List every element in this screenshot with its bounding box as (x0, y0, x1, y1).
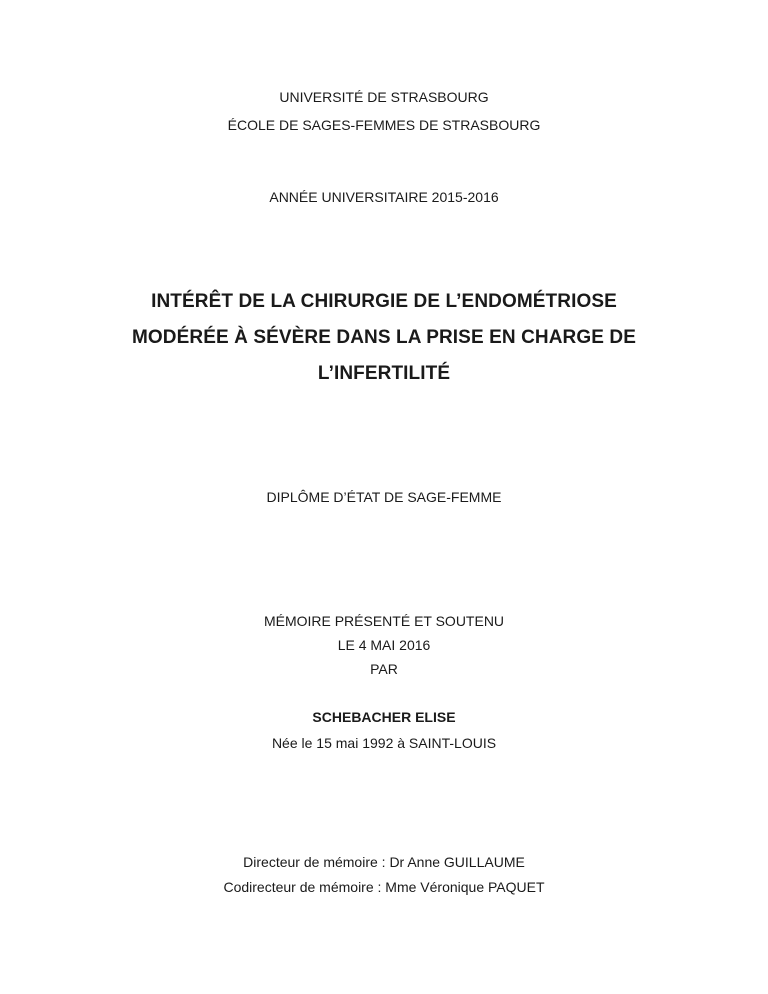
academic-year: ANNÉE UNIVERSITAIRE 2015-2016 (269, 189, 499, 205)
thesis-title-line-1: INTÉRÊT DE LA CHIRURGIE DE L’ENDOMÉTRIOSE (151, 291, 617, 312)
defense-date: LE 4 MAI 2016 (337, 637, 431, 653)
thesis-director: Directeur de mémoire : Dr Anne GUILLAUME (243, 854, 525, 870)
thesis-title-line-3: L’INFERTILITÉ (317, 363, 451, 384)
university-name: UNIVERSITÉ DE STRASBOURG (279, 89, 489, 105)
school-name: ÉCOLE DE SAGES-FEMMES DE STRASBOURG (227, 117, 541, 133)
author-name: SCHEBACHER ELISE (312, 709, 456, 725)
thesis-codirector: Codirecteur de mémoire : Mme Véronique PAQUET (223, 879, 545, 895)
presentation-line: MÉMOIRE PRÉSENTÉ ET SOUTENU (263, 613, 505, 629)
thesis-title-line-2: MODÉRÉE À SÉVÈRE DANS LA PRISE EN CHARGE DE (131, 327, 636, 348)
by-label: PAR (370, 661, 398, 677)
diploma-name: DIPLÔME D’ÉTAT DE SAGE-FEMME (266, 489, 502, 505)
author-birth: Née le 15 mai 1992 à SAINT-LOUIS (271, 735, 497, 751)
